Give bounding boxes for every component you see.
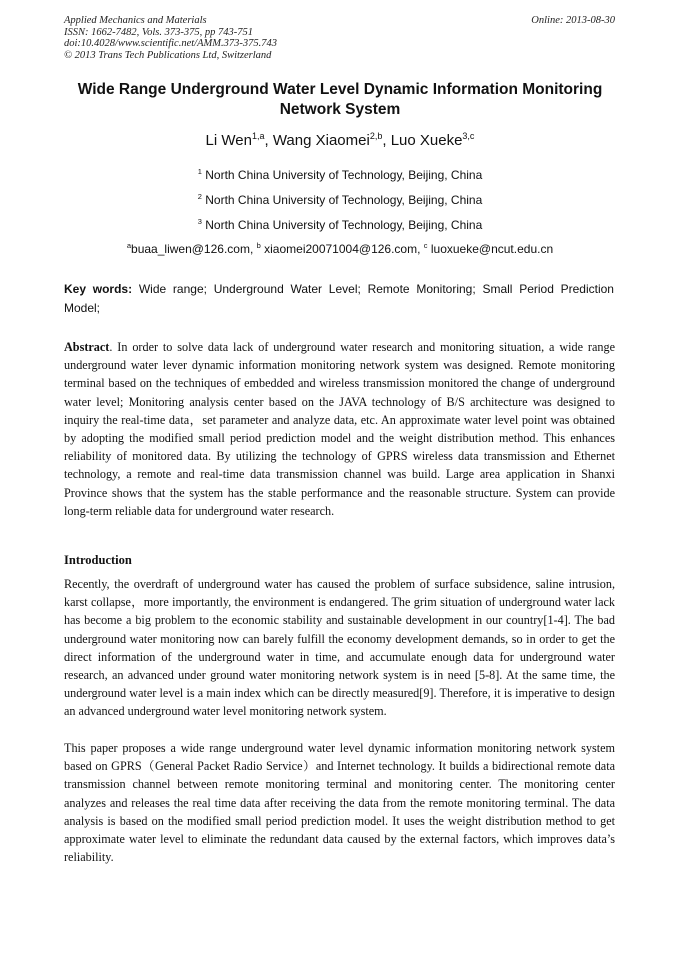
- body-paragraph: This paper proposes a wide range underground water level dynamic information monitoring network system based on GPRS（General Packet Radio Service）and Internet technology. It builds a bidirectional remote data transmission channel between remote monitoring terminal and monitoring center. The monitoring center analyzes and releases the real time data after receiving the data from the remote monitoring terminal. The data analysis is based on the modified small period prediction model. It uses the weight distribution method to get approximate water level to eliminate the redundant data caused by the external factors, which improves data’s reliability.: [64, 741, 615, 865]
- author-affiliation-marker: 2,b: [369, 131, 383, 141]
- affiliation-text: North China University of Technology, Beijing, China: [205, 168, 483, 182]
- affiliation-line: [60, 193, 620, 207]
- doi-line: doi:10.4028/www.scientific.net/AMM.373-375.743: [64, 38, 277, 50]
- author-name: Luo Xueke: [390, 132, 463, 149]
- email-address[interactable]: luoxueke@ncut.edu.cn: [430, 242, 554, 256]
- journal-name: Applied Mechanics and Materials: [64, 15, 207, 26]
- body-paragraph: Recently, the overdraft of underground water has caused the problem of surface subsidence, saline intrusion, karst collapse，more importantly, the environment is endangered. The grim situation of underground water lack has become a big problem to the economic stability and sustainable development in our country[1-4]. The bad underground water monitoring now can barely fulfill the economy development demands, so in order to get the direct information of the underground water in time, and accumulate enough data for underground water research, an advanced under ground water monitoring network system is in need [5-8]. At the same time, the underground water level is a main index which can be directly measured[9]. Therefore, it is imperative to design an advanced underground water level monitoring network system.: [64, 577, 615, 719]
- keywords-text: Wide range; Underground Water Level; Remote Monitoring; Small Period Prediction Model;: [64, 282, 614, 315]
- author-name: Li Wen: [205, 132, 252, 149]
- issn-line: ISSN: 1662-7482, Vols. 373-375, pp 743-751: [64, 26, 253, 38]
- affiliation-text: North China University of Technology, Beijing, China: [205, 218, 483, 232]
- email-line: $^a$buaa_liwen@126.com, $^b$ xiaomei20071004@126.com, $^c$ luoxueke@ncut.edu.cn: [126, 241, 554, 256]
- paper-title: Wide Range Underground Water Level Dynamic Information Monitoring Network System: [77, 81, 603, 118]
- journal-header: [64, 15, 615, 61]
- author-name: Wang Xiaomei: [272, 132, 370, 149]
- abstract-text: . In order to solve data lack of underground water research and monitoring situation, a wide range underground water lever dynamic information monitoring network system was designed. Remote monitoring terminal based on the techniques of embedded and wireless transmission monitored the change of underground water level; Monitoring analysis center based on the JAVA technology of B/S architecture was designed to inquiry the real-time data，set parameter and analyze data, etc. An approximate water level point was obtained by adopting the modified small period prediction model and the weight distribution method. This enhances reliability of monitored data. By utilizing the technology of GPRS wireless data transmission and Ethernet technology, a remote and real-time data transmission channel was build. Large area application in Shanxi Province shows that the system has the stable performance and the reasonable structure. System can provide long-term reliable data for underground water research.: [64, 340, 615, 518]
- author-affiliation-marker: 3,c: [462, 131, 475, 141]
- affiliation-marker: 2: [197, 192, 202, 201]
- abstract-label: Abstract: [64, 340, 110, 354]
- keywords-label: Key words:: [64, 282, 133, 296]
- email-marker: c: [423, 241, 428, 250]
- email-marker: a: [126, 241, 132, 250]
- email-address[interactable]: xiaomei20071004@126.com: [264, 242, 418, 256]
- author-affiliation-marker: 1,a: [251, 131, 265, 141]
- affiliation-marker: 3: [197, 217, 202, 226]
- email-marker: b: [256, 241, 261, 250]
- abstract-section: [64, 338, 615, 520]
- affiliation-text: North China University of Technology, Beijing, China: [205, 193, 483, 207]
- affiliation-line: [60, 218, 620, 232]
- online-date: Online: 2013-08-30: [531, 15, 615, 26]
- affiliation-line: [60, 168, 620, 182]
- section-heading-introduction: Introduction: [64, 553, 132, 567]
- affiliation-marker: 1: [197, 167, 202, 176]
- email-address[interactable]: buaa_liwen@126.com: [131, 242, 250, 256]
- copyright-line: © 2013 Trans Tech Publications Ltd, Switzerland: [64, 49, 272, 61]
- keywords-section: [64, 280, 614, 317]
- author-list: Li Wen$^{1,a}$, Wang Xiaomei$^{2,b}$, Luo Xueke$^{3,c}$: [205, 131, 475, 149]
